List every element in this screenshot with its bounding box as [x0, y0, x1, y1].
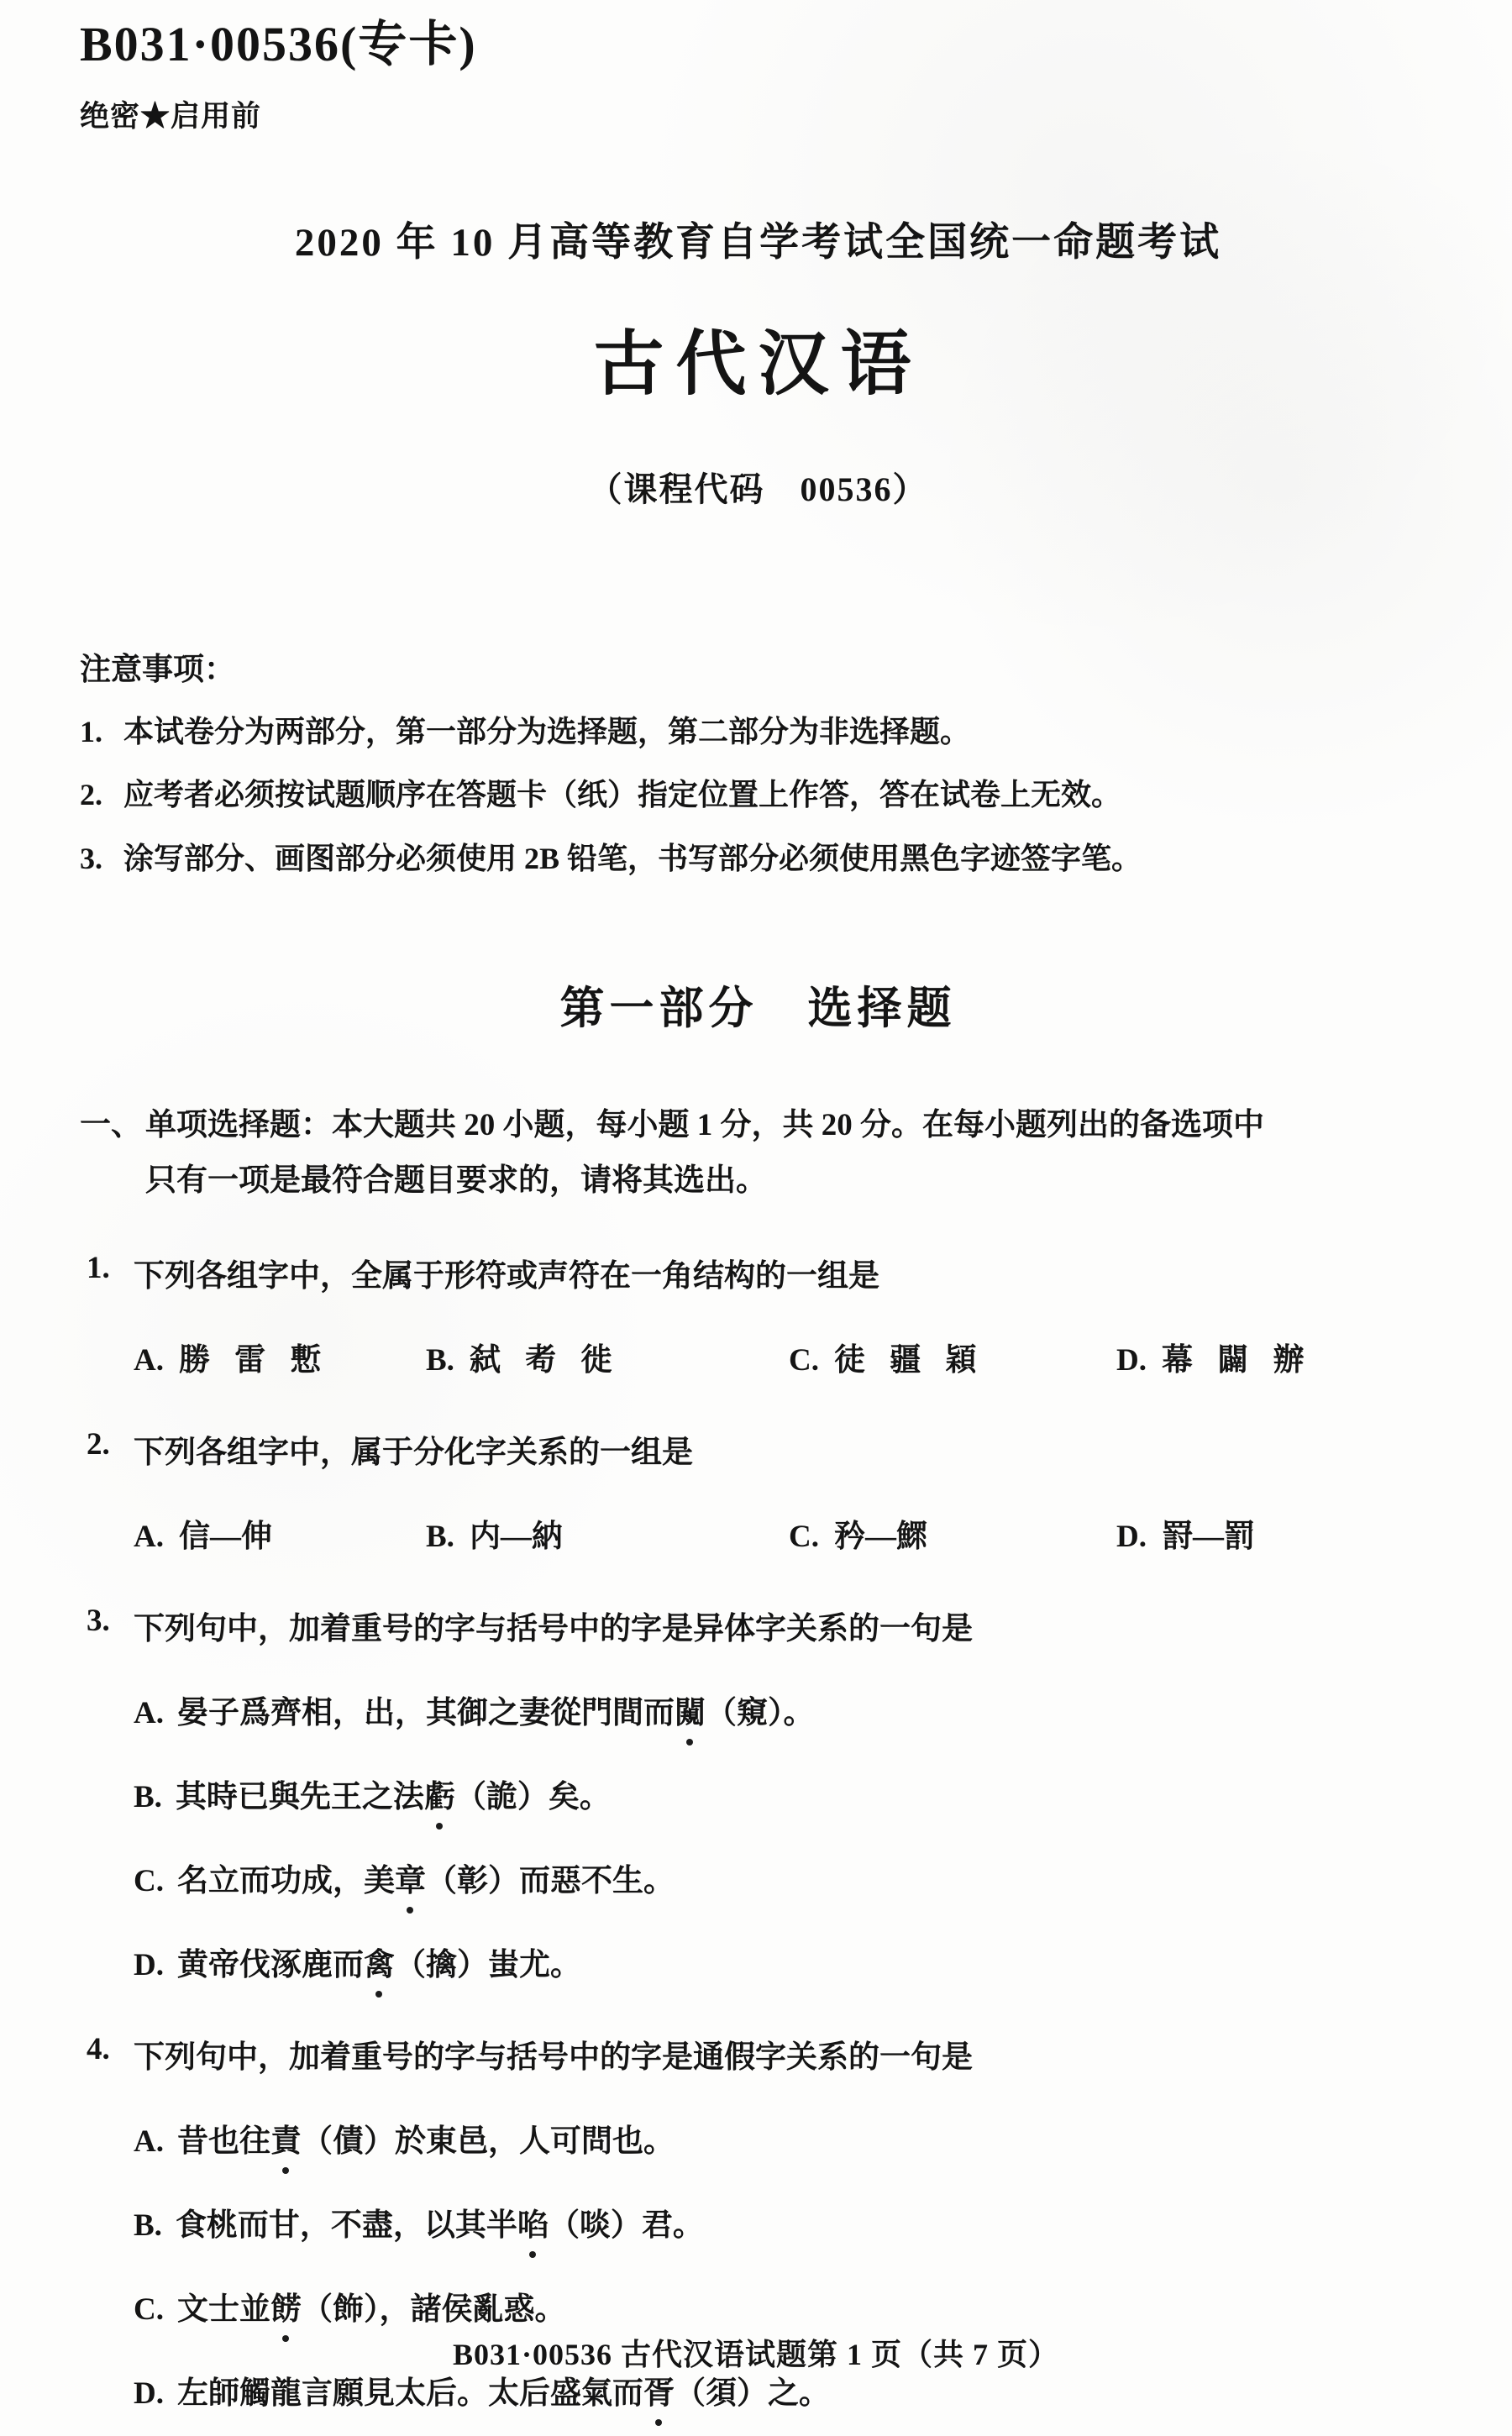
- page-footer: B031·00536 古代汉语试题第 1 页（共 7 页）: [452, 2338, 1060, 2371]
- option-a: A. 勝 雷 慙: [134, 1343, 330, 1378]
- option-c: C. 文士並餝（飾），諸侯亂惑。: [80, 2283, 1436, 2328]
- section-instructions-line2: 只有一项是最符合题目要求的，请将其选出。: [145, 1163, 767, 1199]
- note-number: 2.: [80, 778, 102, 812]
- course-code: （课程代码 00536）: [588, 470, 928, 508]
- notes-section: [80, 643, 1436, 879]
- option-d: D. 左師觸龍言願見太后。太后盛氣而胥（須）之。: [80, 2367, 1436, 2412]
- note-number: 1.: [80, 714, 102, 748]
- option-d: D. 幕 闢 辦: [1116, 1343, 1313, 1378]
- note-item: [80, 774, 1436, 816]
- option-b: B. 其時已與先王之法虧（詭）矣。: [80, 1771, 1436, 1816]
- question-stem: 下列句中，加着重号的字与括号中的字是异体字关系的一句是: [134, 1612, 973, 1647]
- question-stem: 下列各组字中，全属于形符或声符在一角结构的一组是: [134, 1259, 879, 1294]
- section-instructions-line1: 单项选择题：本大题共 20 小题，每小题 1 分，共 20 分。在每小题列出的备选项中: [145, 1108, 1264, 1143]
- note-text: 涂写部分、画图部分必须使用 2B 铅笔，书写部分必须使用黑色字迹签字笔。: [123, 841, 1142, 875]
- question-number: 1.: [87, 1251, 110, 1286]
- emphasized-char: 闚: [675, 1687, 706, 1732]
- question-number: 3.: [87, 1604, 110, 1639]
- note-text: 本试卷分为两部分，第一部分为选择题，第二部分为非选择题。: [123, 714, 971, 748]
- option-c: C. 徒 疆 穎: [789, 1343, 985, 1378]
- secrecy-label: 绝密★启用前: [80, 99, 262, 133]
- emphasized-char: 胥: [643, 2367, 675, 2412]
- note-item: [80, 711, 1436, 753]
- note-item: [80, 838, 1436, 879]
- emphasized-char: 責: [270, 2115, 302, 2160]
- emphasized-char: 啗: [517, 2199, 549, 2244]
- emphasized-char: 虧: [424, 1771, 455, 1816]
- option-b: B. 内—納: [426, 1520, 563, 1555]
- note-text: 应考者必须按试题顺序在答题卡（纸）指定位置上作答，答在试卷上无效。: [123, 778, 1122, 812]
- question-number: 4.: [87, 2032, 110, 2067]
- options-row: [80, 1334, 1436, 1379]
- question-1: [80, 1250, 1436, 1379]
- option-c: C. 矜—鰥: [789, 1520, 927, 1555]
- emphasized-char: 禽: [364, 1939, 395, 1984]
- part1-title: 第一部分 选择题: [559, 984, 957, 1034]
- exam-title: 2020 年 10 月高等教育自学考试全国统一命题考试: [294, 220, 1222, 265]
- question-number: 2.: [87, 1427, 110, 1462]
- option-a: A. 晏子爲齊相，出，其御之妻從門間而闚（窺）。: [80, 1687, 1436, 1732]
- section-instructions: [80, 1104, 1436, 1203]
- question-stem: 下列各组字中，属于分化字关系的一组是: [134, 1436, 693, 1471]
- question-2: [80, 1426, 1436, 1556]
- emphasized-char: 章: [395, 1855, 426, 1900]
- option-d: D. 罸—罰: [1116, 1520, 1255, 1555]
- option-a: A. 昔也往責（債）於東邑，人可問也。: [80, 2115, 1436, 2160]
- note-number: 3.: [80, 841, 102, 875]
- option-d: D. 黄帝伐涿鹿而禽（擒）蚩尤。: [80, 1939, 1436, 1984]
- option-a: A. 信—伸: [134, 1520, 272, 1555]
- section-number: 一、: [80, 1108, 142, 1143]
- option-b: B. 食桃而甘，不盡，以其半啗（啖）君。: [80, 2199, 1436, 2244]
- notes-title: 注意事项：: [80, 652, 235, 687]
- option-b: B. 弑 耇 徙: [426, 1343, 621, 1378]
- options-row: [80, 1510, 1436, 1556]
- paper-code: B031·00536(专卡): [80, 17, 477, 71]
- question-3: [80, 1603, 1436, 1984]
- emphasized-char: 餝: [270, 2283, 302, 2328]
- subject-title: 古代汉语: [593, 325, 923, 404]
- option-c: C. 名立而功成，美章（彰）而惡不生。: [80, 1855, 1436, 1900]
- question-stem: 下列句中，加着重号的字与括号中的字是通假字关系的一句是: [134, 2040, 973, 2076]
